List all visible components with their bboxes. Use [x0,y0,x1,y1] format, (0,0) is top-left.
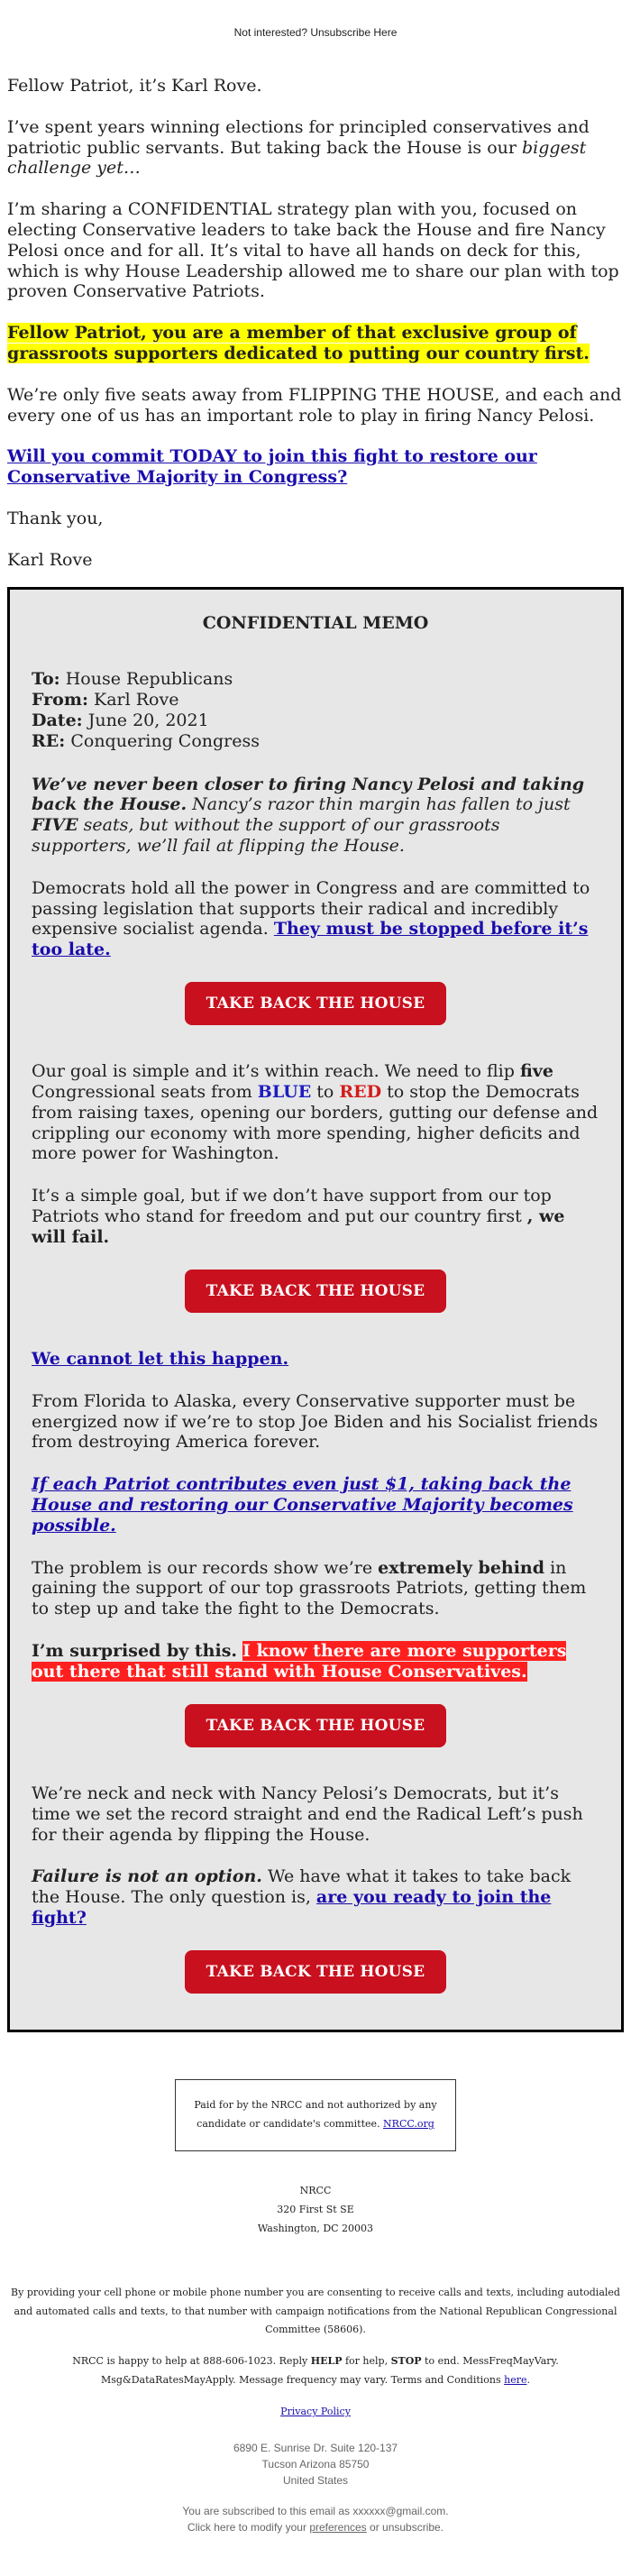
memo-paragraph-9 [32,1866,599,1928]
terms-here-link[interactable]: here [504,2374,527,2387]
legal-text [0,2284,631,2422]
legal-help [5,2352,626,2390]
memo-header [32,669,599,751]
memo-re [32,731,599,752]
memo-p3-to: to [311,1082,340,1103]
address-city: Washington, DC 20003 [257,2222,374,2234]
join-fight-link[interactable]: are you ready to join the fight? [32,1887,552,1928]
top-unsubscribe-link[interactable]: Not interested? Unsubscribe Here [233,26,398,39]
memo-p4-bold: , we will fail. [32,1206,565,1247]
top-unsubscribe-bar [0,0,631,54]
contribute-link[interactable]: If each Patriot contributes even just $1, taking back the House and restoring our Conservative Majority becomes possible. [32,1474,573,1536]
memo-paragraph-7 [32,1641,599,1682]
commit-today-link[interactable]: Will you commit TODAY to join this fight to restore our Conservative Majority in Congress? [7,446,537,488]
privacy-row [5,2403,626,2422]
memo-p3-blue: BLUE [257,1082,312,1103]
memo-to-label: To: [32,669,60,690]
addr2-line2: Tucson Arizona 85750 [261,2457,370,2471]
memo-p9-text: We have what it takes to take back the House. The only question is, [32,1866,572,1908]
memo-to-value: House Republicans [59,669,233,690]
highlight-text: Fellow Patriot, you are a member of that exclusive group of grassroots supporters dedicated to putting our country first. [7,323,590,363]
cta-wrap-3 [32,1704,599,1747]
footer [0,2079,631,2535]
memo-re-label: RE: [32,730,66,751]
take-back-house-button-2[interactable]: TAKE BACK THE HOUSE [185,1270,447,1313]
privacy-policy-link[interactable]: Privacy Policy [280,2406,351,2418]
intro-paragraph-2: I’m sharing a CONFIDENTIAL strategy plan with you, focused on electing Conservative leaders to take back the House and fire Nancy Pelosi once and for all. It’s vital to have all hands on deck for this, which is why House Leadership allowed me to share our plan with top proven Conservative Patriots. [7,199,619,302]
memo-paragraph-2 [32,878,599,960]
memo-p3-text-a: Our goal is simple and it’s within reach. We need to flip [32,1061,520,1082]
modify-text-a: Click here to modify your [187,2520,310,2534]
memo-paragraph-6 [32,1558,599,1619]
cta-wrap-2 [32,1270,599,1313]
memo-p6-text-b: in gaining the support of our top grassroots Patriots, getting them to step up and take the fight to the Democrats. [32,1557,587,1619]
memo-date-label: Date: [32,710,83,730]
addr2-line1: 6890 E. Sunrise Dr. Suite 120-137 [233,2441,398,2454]
signature: Karl Rove [7,549,93,570]
cta-wrap-1 [32,982,599,1025]
intro-p1-text: I’ve spent years winning elections for principled conservatives and patriotic public servants. But taking back the House is our [7,116,590,158]
memo-to [32,669,599,690]
intro-link-paragraph [7,446,624,488]
legal-help-text-d: . [526,2374,531,2387]
subscribed-text: You are subscribed to this email as xxxxxx@gmail.com. [182,2504,449,2517]
memo-p7-red-highlight: I know there are more supporters out there that still stand with House Conservatives. [32,1641,567,1682]
memo-date-value: June 20, 2021 [82,710,209,730]
intro-p1-emphasis: biggest challenge yet… [7,137,587,179]
legal-help-text-c: to end. MessFreqMayVary. Msg&DataRatesMayApply. Message frequency may vary. Terms and Conditions [100,2355,559,2387]
paid-for-text: Paid for by the NRCC and not authorized by any candidate or candidate's committee. [194,2099,437,2131]
memo-link-3 [32,1474,599,1536]
memo-p1-bold: We’ve never been closer to firing Nancy Pelosi and taking back the House. [32,774,585,815]
memo-from [32,690,599,710]
legal-help-keyword: HELP [310,2355,343,2368]
legal-stop-keyword: STOP [390,2355,422,2368]
footer-bottom [0,2440,631,2535]
memo-p3-five: five [519,1061,553,1082]
memo-p4-text: It’s a simple goal, but if we don’t have support from our top Patriots who stand for freedom and put our country first [32,1186,552,1227]
memo-paragraph-8: We’re neck and neck with Nancy Pelosi’s Democrats, but it’s time we set the record straight and end the Radical Left’s push for their agenda by flipping the House. [32,1783,583,1845]
thanks: Thank you, [7,508,104,528]
stopped-link[interactable]: They must be stopped before it’s too late. [32,919,589,960]
memo-re-value: Conquering Congress [65,730,260,751]
paid-for-box [175,2079,456,2151]
take-back-house-button-1[interactable]: TAKE BACK THE HOUSE [185,982,447,1025]
take-back-house-button-3[interactable]: TAKE BACK THE HOUSE [185,1704,447,1747]
legal-consent: By providing your cell phone or mobile phone number you are consenting to receive calls and texts, including autodialed and automated calls and texts, to that number with campaign notifications from the National Republican Congressional Committee (58606). [11,2286,620,2336]
memo-p1-text-b: seats, but without the support of our grassroots supporters, we’ll fail at flipping the House. [32,815,500,856]
memo-p6-bold: extremely behind [378,1557,545,1578]
nrcc-address [0,2182,631,2239]
memo-from-value: Karl Rove [87,690,179,710]
intro-letter [0,54,631,571]
address-street: 320 First St SE [277,2203,354,2215]
memo-date [32,710,599,731]
address-org: NRCC [299,2184,332,2196]
nrcc-org-link[interactable]: NRCC.org [383,2118,434,2131]
memo-p3-text-b: Congressional seats from [32,1082,258,1103]
memo-p7-bold: I’m surprised by this. [32,1641,237,1662]
memo-p6-text-a: The problem is our records show we’re [32,1557,379,1578]
memo-p9-bold: Failure is not an option. [32,1866,262,1887]
memo-title: CONFIDENTIAL MEMO [202,612,429,633]
intro-paragraph-3: We’re only five seats away from FLIPPING THE HOUSE, and each and every one of us has an important role to play in firing Nancy Pelosi. [7,384,622,426]
legal-help-text-b: for help, [342,2355,391,2368]
greeting: Fellow Patriot, it’s Karl Rove. [7,76,262,96]
modify-text-b: or unsubscribe. [366,2520,444,2534]
subscription-info [0,2503,631,2535]
memo-link-2 [32,1349,599,1370]
legal-help-text-a: NRCC is happy to help at 888-606-1023. Reply [72,2355,311,2368]
memo-p2-text: Democrats hold all the power in Congress and are committed to passing legislation that supports their radical and incredibly expensive socialist agenda. [32,877,590,940]
memo-p1-text-a: Nancy’s razor thin margin has fallen to just [187,794,571,815]
memo-paragraph-5: From Florida to Alaska, every Conservative supporter must be energized now if we’re to stop Joe Biden and his Socialist friends from destroying America forever. [32,1390,599,1453]
confidential-memo [7,587,624,2033]
intro-paragraph-1 [7,117,624,179]
memo-from-label: From: [32,690,88,710]
memo-paragraph-3 [32,1061,599,1164]
memo-p1-five: FIVE [32,815,78,836]
addr2-line3: United States [282,2473,349,2487]
cta-wrap-4 [32,1950,599,1994]
cannot-let-happen-link[interactable]: We cannot let this happen. [32,1349,289,1370]
mailing-address [0,2440,631,2489]
intro-highlight [7,323,624,364]
memo-paragraph-1 [32,775,599,857]
take-back-house-button-4[interactable]: TAKE BACK THE HOUSE [185,1950,447,1994]
memo-paragraph-4 [32,1186,599,1247]
memo-p3-text-c: to stop the Democrats from raising taxes, opening our borders, gutting our defense and crippling our economy with more spending, higher deficits and more power for Washington. [32,1082,599,1164]
memo-p3-red: RED [339,1082,382,1103]
preferences-link[interactable]: preferences [309,2520,367,2534]
